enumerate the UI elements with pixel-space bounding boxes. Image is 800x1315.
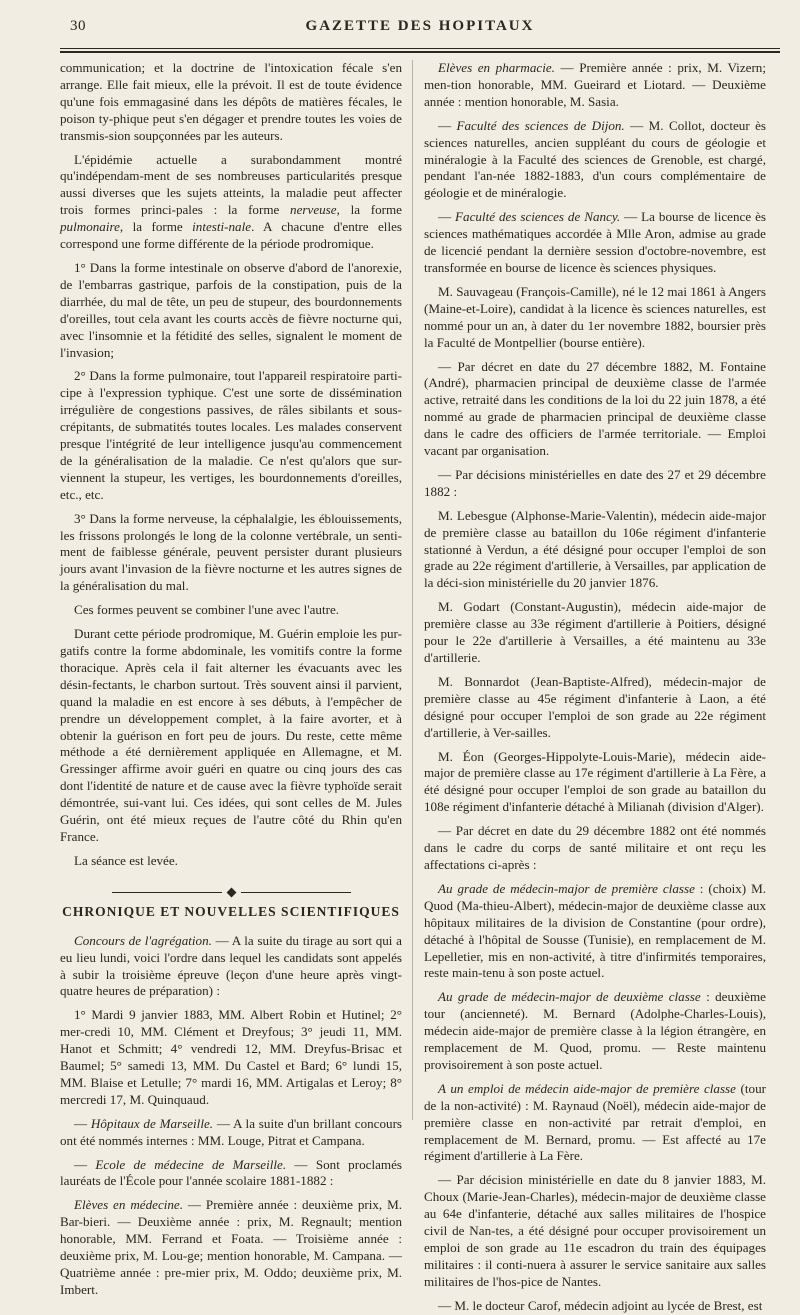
paragraph: Au grade de médecin-major de deuxième classe : deuxième tour (ancienneté). M. Bernard (Adolphe-Charles-Louis), médecin aide-major de première classe à la légion étrangère, en remplacement de M. Quod, promu. — Reste maintenu provisoirement à son poste actuel. — [424, 989, 766, 1072]
paragraph: M. Lebesgue (Alphonse-Marie-Valentin), médecin aide-major de première classe au bataillon du 106e régiment d'infanterie stationné à Verdun, a été désigné pour occuper l'emploi de son grade au 22e régiment d'artillerie, à Versailles, par application de la déci-sion ministérielle du 20 janvier 1876. — [424, 507, 766, 591]
paragraph: 1° Mardi 9 janvier 1883, MM. Albert Robin et Hutinel; 2° mer-credi 10, MM. Clément et Dreyfous; 3° jeudi 11, MM. Hanot et Schmitt; 4° vendredi 12, MM. Dreyfus-Brisac et Baumel; 5° samedi 13, MM. Du Castel et Bard; 6° lundi 15, MM. Blaise et Letulle; 7° mardi 16, MM. Artigalas et Leroy; 8° mercredi 17, M. Quinquaud. — [60, 1007, 402, 1107]
paragraph: M. Bonnardot (Jean-Baptiste-Alfred), médecin-major de première classe au 45e régiment d'infanterie à Laon, a été désigné pour occuper l'emploi de son grade au 22e régiment d'artillerie, à Ver-sailles. — [424, 673, 766, 740]
page-header — [60, 18, 780, 46]
paragraph: — Par décret en date du 27 décembre 1882, M. Fontaine (André), pharmacien principal de deuxième classe de l'armée active, retraité dans les conditions de la loi du 22 juin 1878, a été nommé au grade de pharmacien principal de deuxième classe dans le cadre des officiers de l'armée territoriale. — Emploi vacant par organisation. — [424, 358, 766, 459]
paragraph: La séance est levée. — [74, 852, 178, 868]
page-number: 30 — [70, 18, 86, 34]
column-divider — [412, 60, 413, 1120]
paragraph: — Ecole de médecine de Marseille. — Sont proclamés lauréats de l'École pour l'année scolaire 1881-1882 : — [60, 1156, 402, 1189]
paragraph: — Par décret en date du 29 décembre 1882 ont été nommés dans le cadre du corps de santé militaire et ont reçu les affectations ci-après : — [424, 823, 766, 872]
right-column — [424, 60, 767, 1313]
paragraph: — Par décisions ministérielles en date des 27 et 29 décembre 1882 : — [424, 466, 766, 499]
section-title: CHRONIQUE ET NOUVELLES SCIENTIFIQUES — [62, 903, 400, 919]
paragraph: Durant cette période prodromique, M. Guérin emploie les pur-gatifs contre la forme abdominale, les vomitifs contre la forme thoracique. Après cela il fait alterner les évacuants avec les désin-fectants, le charbon surtout. Très souvent ainsi il parvient, quand la maladie en est encore à ses débuts, à l'empêcher de prendre un développement complet, à la faire avorter, et à obtenir la guérison en fort peu de jours. Du reste, cette même méthode a été dernièrement appliquée en Allemagne, et M. Gressinger affirme avoir guéri en quatre ou cinq jours des cas dont l'identité de nature et de cause avec la fièvre typhoïde serait démontrée, sui-vant lui. Ces idées, qui sont celles de M. Jules Guérin, ont été mieux reçues de l'autre côté du Rhin qu'en France. — [60, 626, 402, 844]
paragraph: Concours de l'agrégation. — A la suite du tirage au sort qui a eu lieu lundi, voici l'ordre dans lequel les candidats sont appelés à subir la troisième épreuve (leçon d'une heure après vingt-quatre heures de préparation) : — [60, 932, 402, 999]
paragraph: 3° Dans la forme nerveuse, la céphalalgie, les éblouissements, les frissons prolongés le long de la colonne vertébrale, un senti-ment de faiblesse générale, peuvent persister durant plusieurs jours avant l'invasion de la fièvre nocturne et les autres signes de la généralisation du mal. — [60, 510, 402, 594]
running-title: GAZETTE DES HOPITAUX — [305, 18, 535, 34]
paragraph: M. Godart (Constant-Augustin), médecin aide-major de première classe au 33e régiment d'artillerie à Poitiers, désigné pour le 22e d'artillerie à Versailles, a été maintenu au 33e d'artillerie. — [424, 599, 766, 665]
paragraph: — Par décision ministérielle en date du 8 janvier 1883, M. Choux (Marie-Jean-Charles), médecin-major de deuxième classe au 64e d'infanterie, détaché aux salles militaires de l'hospice civil de Nan-tes, a été désigné pour occuper provisoirement un emploi de son grade au 11e escadron du train des équipages militaires : il conti-nuera à assurer le service sanitaire aux salles militaires de l'hos-pice de Nantes. — [424, 1172, 766, 1289]
section-ornament — [60, 884, 402, 894]
paragraph: — Faculté des sciences de Dijon. — M. Collot, docteur ès sciences naturelles, ancien suppléant du cours de géologie et minéralogie à la Faculté des sciences de Grenoble, est chargé, pendant l'an-née 1882-1883, d'un cours complémentaire de géologie et de minéralogie. — [424, 117, 766, 201]
left-column — [60, 60, 403, 1297]
paragraph: 1° Dans la forme intestinale on observe d'abord de l'anorexie, de l'embarras gastrique, parfois de la constipation, puis de la diarrhée, du mal de tête, un peu de stupeur, des bourdonnements d'oreilles, tout cela avant les courts accès de fièvre nocturne qui, avec l'insomnie et la fétidité des selles, signalent le moment de l'invasion; — [60, 259, 402, 360]
paragraph: communication; et la doctrine de l'intoxication fécale s'en arrange. Elle fait mieux, elle la prévoit. Il est de toute évidence qu'une fois emmagasiné dans les dépôts de matières fécales, le poison ty-phique peut s'en dégager et prendre toutes les voies de transmis-sion soupçonnées par les auteurs. — [60, 60, 402, 143]
paragraph: — Faculté des sciences de Nancy. — La bourse de licence ès sciences mathématiques accordée à Mlle Aron, admise au grade de licencié pendant la dernière session d'octobre-novembre, est transformée en bourse de licence ès sciences physiques. — [424, 209, 766, 275]
paragraph: — Hôpitaux de Marseille. — A la suite d'un brillant concours ont été nommés internes : MM. Louge, Pitrat et Campana. — [60, 1115, 403, 1148]
paragraph: M. Sauvageau (François-Camille), né le 12 mai 1861 à Angers (Maine-et-Loire), candidat à la licence ès sciences naturelles, est nommé pour un an, à dater du 1er novembre 1882, boursier près la Faculté de Montpellier (bourse entière). — [424, 283, 766, 350]
paragraph: A un emploi de médecin aide-major de première classe (tour de la non-activité) : M. Raynaud (Noël), médecin aide-major de première classe en non-activité par retrait d'emploi, en remplacement de M. Bernard, promu. — Est affecté au 17e régiment d'artillerie à La Fère. — [424, 1080, 767, 1164]
header-rule — [60, 48, 780, 49]
paragraph: Elèves en pharmacie. — Première année : prix, M. Vizern; men-tion honorable, MM. Gueirard et Liotard. — Deuxième année : mention honorable, M. Sasia. — [424, 60, 766, 109]
paragraph: L'épidémie actuelle a surabondamment montré qu'indépendam-ment de ses nombreuses particularités presque aussi diverses que les sujets atteints, la maladie peut affecter trois formes princi-pales : la forme nerveuse, la forme pulmonaire, la forme intesti-nale. A chacune d'entre elles correspond une forme différente de la période prodromique. — [60, 151, 402, 252]
paragraph: 2° Dans la forme pulmonaire, tout l'appareil respiratoire parti-cipe à l'expression typhique. C'est une sorte de dissémination irrégulière de congestions passives, de râles sibilants et sous-crépitants, de submatités toutes locales. Les malades conservent presque l'intégrité de leur intelligence jusqu'au commencement de la généralisation de la maladie. Ce n'est qu'alors que sur-viennent la stupeur, les vertiges, les bourdonnements d'oreilles, etc., etc. — [60, 368, 402, 502]
paragraph: Ces formes peuvent se combiner l'une avec l'autre. — [74, 602, 340, 618]
paragraph: Au grade de médecin-major de première classe : (choix) M. Quod (Ma-thieu-Albert), médecin-major de deuxième classe aux hôpitaux militaires de la division de Constantine (pour ordre), détaché à l'hôpital de Sousse (Tunisie), en remplacement de M. Lepelletier, mis en non-activité, à titre d'infirmités temporaires, reste main-tenu à son poste actuel. — [424, 880, 766, 981]
paragraph: M. Éon (Georges-Hippolyte-Louis-Marie), médecin aide-major de première classe au 17e régiment d'artillerie à La Fère, a été désigné pour occuper l'emploi de son grade au bataillon du 108e régiment d'infanterie détaché à Milianah (division d'Alger). — [424, 748, 766, 815]
paragraph: Elèves en médecine. — Première année : deuxième prix, M. Bar-bieri. — Deuxième année : prix, M. Regnault; mention honorable, MM. Ferrand et Foata. — Troisième année : deuxième prix, M. Lou-ge; mention honorable, M. Campana. — Quatrième année : pre-mier prix, M. Oddo; deuxième prix, M. Imbert. — [60, 1197, 402, 1297]
paragraph: — M. le docteur Carof, médecin adjoint au lycée de Brest, est — [438, 1297, 763, 1313]
header-rule-double — [60, 51, 780, 53]
